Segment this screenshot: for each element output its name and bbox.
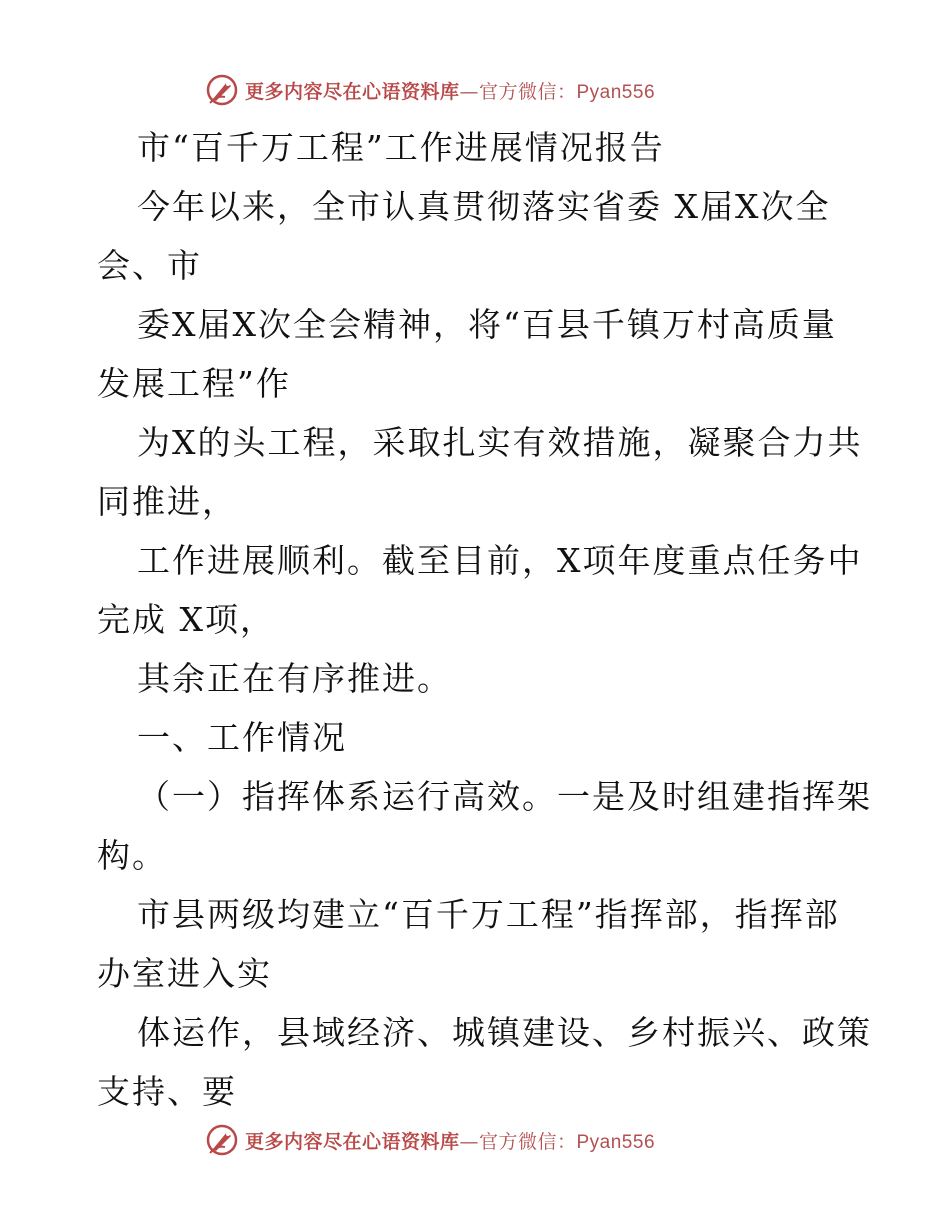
- pen-nib-logo-icon: [205, 73, 239, 107]
- paragraph-line: 委X届X次全会精神，将“百县千镇万村高质量: [137, 305, 837, 344]
- paragraph-line: 支持、要: [97, 1072, 237, 1111]
- watermark-contact-label: 官方微信：: [478, 80, 577, 103]
- watermark-brand: 更多内容尽在心语资料库: [244, 80, 460, 103]
- paragraph-line: 为X的头工程，采取扎实有效措施，凝聚合力共: [137, 423, 863, 462]
- pen-nib-logo-icon: [205, 1123, 239, 1157]
- paragraph-line: 构。: [97, 836, 167, 875]
- paragraph-line: 市县两级均建立“百千万工程”指挥部，指挥部: [137, 895, 840, 934]
- footer-watermark: [0, 1120, 950, 1160]
- watermark-text: [245, 1127, 655, 1154]
- section-heading: 一、工作情况: [137, 718, 347, 757]
- watermark-contact-handle: Pyan556: [576, 81, 656, 103]
- header-watermark: [0, 70, 950, 110]
- paragraph-line: 工作进展顺利。截至目前，X项年度重点任务中: [137, 541, 863, 580]
- paragraph-line: 办室进入实: [97, 954, 272, 993]
- watermark-text: [245, 77, 655, 104]
- paragraph-line: 体运作，县域经济、城镇建设、乡村振兴、政策: [137, 1013, 872, 1052]
- watermark-brand: 更多内容尽在心语资料库: [244, 1130, 460, 1153]
- paragraph-line: 发展工程”作: [97, 364, 291, 403]
- subsection-heading: （一）指挥体系运行高效。一是及时组建指挥架: [137, 777, 872, 816]
- paragraph-line: 会、市: [97, 246, 202, 285]
- paragraph-line: 完成 X项，: [97, 600, 275, 639]
- paragraph-line: 今年以来，全市认真贯彻落实省委 X届X次全: [137, 187, 831, 226]
- document-body: [97, 118, 872, 1121]
- document-title: 市“百千万工程”工作进展情况报告: [137, 128, 665, 167]
- watermark-separator: —: [459, 80, 479, 103]
- paragraph-line: 其余正在有序推进。: [137, 659, 452, 698]
- watermark-contact-handle: Pyan556: [576, 1131, 656, 1153]
- paragraph-line: 同推进，: [97, 482, 237, 521]
- watermark-separator: —: [459, 1130, 479, 1153]
- watermark-contact-label: 官方微信：: [478, 1130, 577, 1153]
